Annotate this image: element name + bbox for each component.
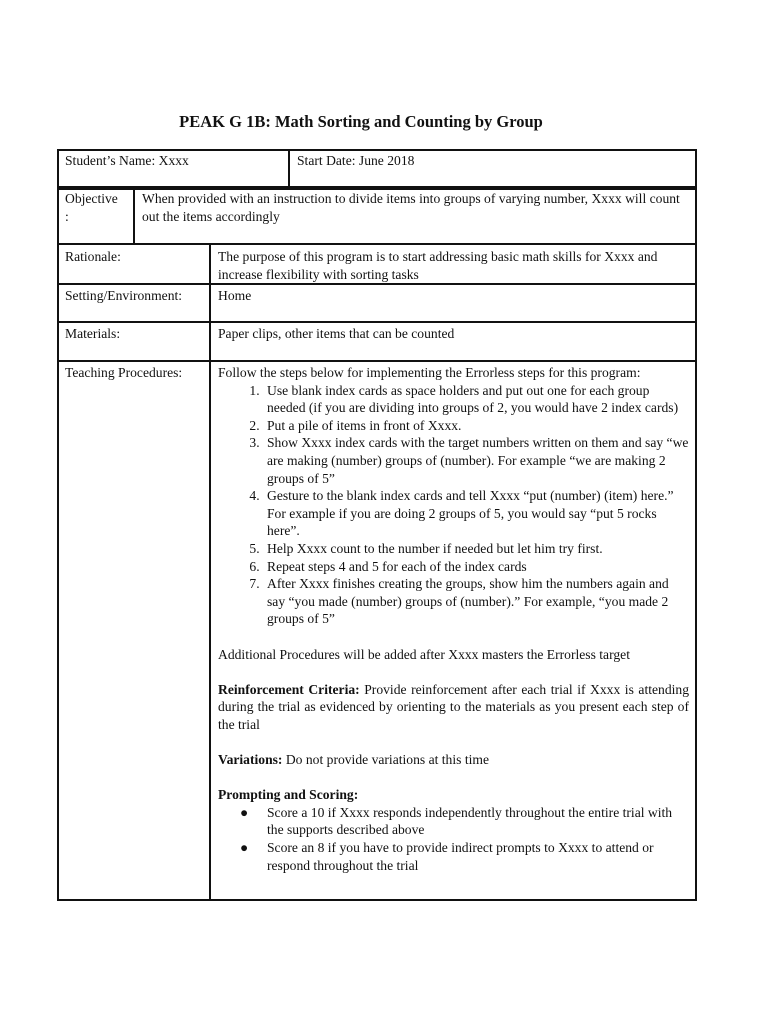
setting-row-divider (209, 283, 211, 323)
steps-list (218, 382, 689, 628)
student-row-divider (288, 149, 290, 190)
list-item: 3. Show Xxxx index cards with the target numbers written on them and say “we are making (number) groups of (number). For example “we are making 2 groups of 5” (263, 434, 689, 487)
rationale-row-divider (209, 243, 211, 285)
objective-label-line1: Objective (65, 191, 118, 206)
teaching-intro: Follow the steps below for implementing the Errorless steps for this program: (218, 365, 641, 380)
bullet-icon: ● (240, 804, 249, 820)
list-item (240, 839, 689, 874)
objective-label-line2: : (65, 208, 69, 224)
bullet-icon: ● (240, 840, 249, 856)
prompting-heading (218, 786, 689, 804)
materials-label: Materials: (65, 326, 121, 341)
additional-procedures: Additional Procedures will be added after Xxxx masters the Errorless target (218, 646, 630, 662)
list-item: 5. Help Xxxx count to the number if needed but let him try first. (263, 540, 689, 558)
setting-text: Home (218, 288, 252, 303)
list-item: 6. Repeat steps 4 and 5 for each of the index cards (263, 558, 689, 576)
variations-text: Do not provide variations at this time (285, 752, 489, 768)
reinforcement-label: Reinforcement Criteria: (218, 681, 360, 697)
teaching-content (218, 364, 689, 874)
rationale-text: The purpose of this program is to start addressing basic math skills for Xxxx and increase flexibility with sorting tasks (218, 249, 658, 282)
teaching-label: Teaching Procedures: (65, 365, 183, 380)
document-title: PEAK G 1B: Math Sorting and Counting by Group (179, 112, 543, 131)
variations (218, 751, 689, 769)
objective-label (65, 190, 131, 225)
objective-row-divider (133, 186, 135, 245)
materials-text: Paper clips, other items that can be counted (218, 326, 455, 341)
rationale-label: Rationale: (65, 249, 121, 264)
reinforcement-criteria (218, 681, 689, 734)
student-name-label: Student’s Name: Xxxx (65, 153, 189, 168)
prompting-list (218, 804, 689, 874)
list-item: 7. After Xxxx finishes creating the groups, show him the numbers again and say “you made (number) groups of (number).” For example, “you made 2 groups of 5” (263, 575, 689, 628)
prompting-bullet-text: Score an 8 if you have to provide indirect prompts to Xxxx to attend or respond throughout the trial (267, 840, 654, 873)
start-date-label: Start Date: June 2018 (297, 153, 415, 168)
reinforcement-text: Provide reinforcement after each trial if Xxxx is attending during the trial as evidenced by orienting to the materials as you present each step of the trial (218, 681, 690, 732)
list-item: 4. Gesture to the blank index cards and tell Xxxx “put (number) (item) here.” For example if you are doing 2 groups of 5, you would say “put 5 rocks here”. (263, 487, 689, 540)
variations-label: Variations: (218, 752, 283, 768)
list-item: 1. Use blank index cards as space holders and put out one for each group needed (if you are dividing into groups of 2, you would have 2 index cards) (263, 382, 689, 417)
objective-text: When provided with an instruction to divide items into groups of varying number, Xxxx will count out the items accordingly (142, 191, 680, 224)
list-item: 2. Put a pile of items in front of Xxxx. (263, 417, 689, 435)
setting-label: Setting/Environment: (65, 288, 183, 303)
prompting-bullet-text: Score a 10 if Xxxx responds independently throughout the entire trial with the supports described above (267, 804, 673, 838)
list-item (240, 804, 689, 839)
prompting-label: Prompting and Scoring: (218, 787, 359, 803)
materials-row-divider (209, 321, 211, 362)
teaching-row-divider (209, 360, 211, 901)
